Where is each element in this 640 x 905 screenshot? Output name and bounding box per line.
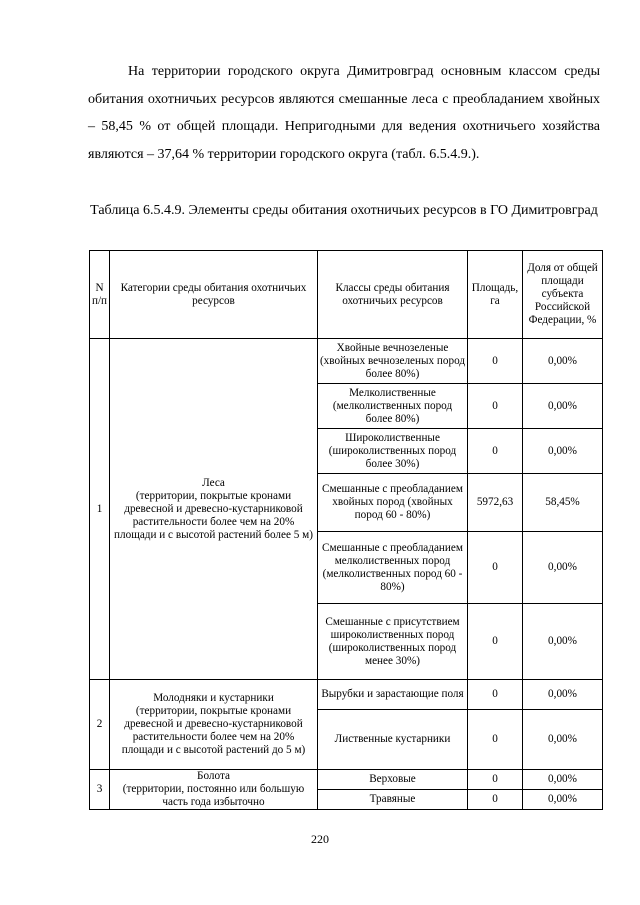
row-share: 0,00% xyxy=(523,710,603,770)
group-1-num: 1 xyxy=(90,339,110,680)
row-area: 0 xyxy=(468,604,523,680)
row-area: 5972,63 xyxy=(468,474,523,532)
row-class: Мелколиственные (мелколиственных пород более 80%) xyxy=(318,384,468,429)
row-class: Смешанные с преобладанием мелколиственных пород (мелколиственных пород 60 - 80%) xyxy=(318,532,468,604)
row-area: 0 xyxy=(468,339,523,384)
table-row xyxy=(90,680,603,710)
row-share: 0,00% xyxy=(523,384,603,429)
row-class: Хвойные вечнозеленые (хвойных вечнозеленых пород более 80%) xyxy=(318,339,468,384)
row-share: 0,00% xyxy=(523,790,603,810)
table-row xyxy=(90,770,603,790)
page-number: 220 xyxy=(311,832,329,846)
row-share: 0,00% xyxy=(523,680,603,710)
row-class: Широколиственные (широколиственных пород более 30%) xyxy=(318,429,468,474)
header-class: Классы среды обитания охотничьих ресурсов xyxy=(318,251,468,339)
row-share: 0,00% xyxy=(523,429,603,474)
table-header-row xyxy=(90,251,603,339)
group-3-category: Болота (территории, постоянно или большую часть года избыточно xyxy=(110,770,318,810)
row-area: 0 xyxy=(468,710,523,770)
row-area: 0 xyxy=(468,384,523,429)
table-caption: Таблица 6.5.4.9. Элементы среды обитания охотничьих ресурсов в ГО Димитровград xyxy=(90,203,598,218)
row-share: 58,45% xyxy=(523,474,603,532)
row-class: Вырубки и зарастающие поля xyxy=(318,680,468,710)
row-class: Лиственные кустарники xyxy=(318,710,468,770)
header-num: N п/п xyxy=(90,251,110,339)
row-area: 0 xyxy=(468,532,523,604)
row-share: 0,00% xyxy=(523,532,603,604)
row-area: 0 xyxy=(468,790,523,810)
row-class: Смешанные с присутствием широколиственных пород (широколиственных пород менее 30%) xyxy=(318,604,468,680)
header-share: Доля от общей площади субъекта Российской Федерации, % xyxy=(523,251,603,339)
row-class: Смешанные с преобладанием хвойных пород (хвойных пород 60 - 80%) xyxy=(318,474,468,532)
row-area: 0 xyxy=(468,429,523,474)
intro-paragraph: На территории городского округа Димитровград основным классом среды обитания охотничьих ресурсов являются смешанные леса с преобладанием хвойных – 58,45 % от общей площади. Непригодными для ведения охотничьего хозяйства являются – 37,64 % территории городского округа (табл. 6.5.4.9.). xyxy=(88,64,600,162)
row-share: 0,00% xyxy=(523,770,603,790)
group-3-num: 3 xyxy=(90,770,110,810)
row-share: 0,00% xyxy=(523,339,603,384)
header-category: Категории среды обитания охотничьих ресурсов xyxy=(110,251,318,339)
group-2-num: 2 xyxy=(90,680,110,770)
header-area: Площадь, га xyxy=(468,251,523,339)
table-row xyxy=(90,339,603,384)
row-share: 0,00% xyxy=(523,604,603,680)
group-1-category: Леса (территории, покрытые кронами древесной и древесно-кустарниковой растительности более чем на 20% площади и с высотой растений более 5 м) xyxy=(110,339,318,680)
row-class: Верховые xyxy=(318,770,468,790)
row-class: Травяные xyxy=(318,790,468,810)
row-area: 0 xyxy=(468,770,523,790)
group-2-category: Молодняки и кустарники (территории, покрытые кронами древесной и древесно-кустарниковой растительности более чем на 20% площади и с высотой растений до 5 м) xyxy=(110,680,318,770)
habitat-table xyxy=(89,250,603,810)
row-area: 0 xyxy=(468,680,523,710)
